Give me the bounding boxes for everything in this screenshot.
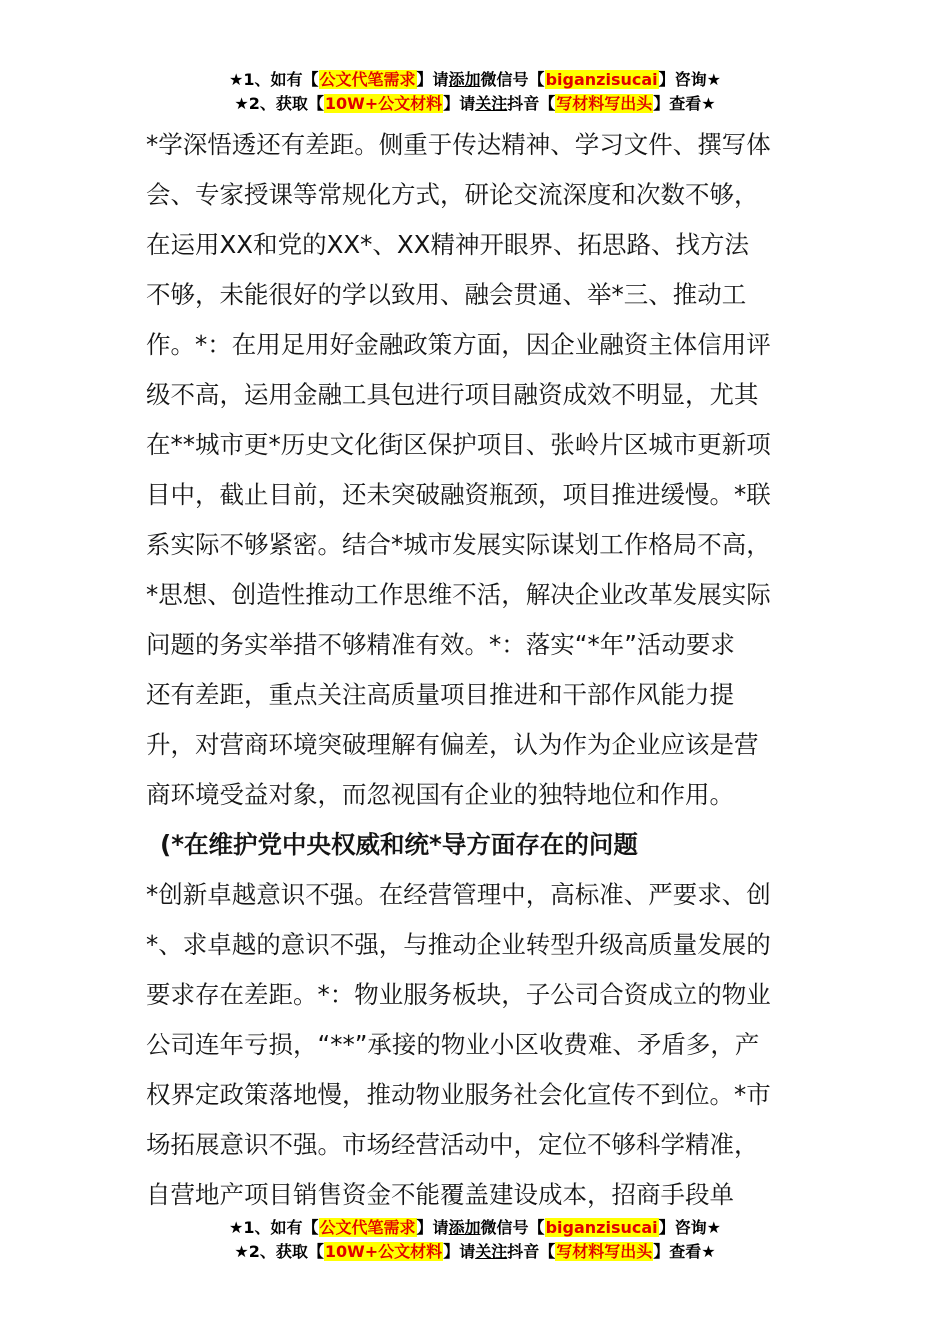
banner-text: 】查看★ bbox=[653, 1242, 716, 1261]
banner-line-1 bbox=[0, 1216, 950, 1240]
underlined-text: 关注 bbox=[475, 1242, 508, 1261]
highlight-text: 10W+公文材料 bbox=[324, 94, 443, 113]
section-heading: (*在维护党中央权威和统*导方面存在的问题 bbox=[160, 830, 638, 859]
footer-banner bbox=[0, 1216, 950, 1264]
text-line: 在**城市更*历史文化街区保护项目、张岭片区城市更新项 bbox=[146, 430, 771, 459]
banner-text: ★2、获取【 bbox=[234, 94, 324, 113]
paragraph-2 bbox=[146, 870, 806, 1220]
banner-line-2 bbox=[0, 92, 950, 116]
banner-text: 】咨询★ bbox=[658, 1218, 721, 1237]
text-line: *创新卓越意识不强。在经营管理中，高标准、严要求、创 bbox=[146, 880, 771, 909]
text-line: 要求存在差距。*：物业服务板块，子公司合资成立的物业 bbox=[146, 980, 771, 1009]
douyin-id: 写材料写出头 bbox=[556, 1242, 653, 1261]
banner-text: 】咨询★ bbox=[658, 70, 721, 89]
wechat-id: biganzisucai bbox=[545, 70, 658, 89]
banner-text: 】请 bbox=[443, 1242, 476, 1261]
paragraph-1 bbox=[146, 120, 806, 820]
text-line: 自营地产项目销售资金不能覆盖建设成本，招商手段单 bbox=[146, 1180, 734, 1209]
underlined-text: 添加 bbox=[448, 70, 481, 89]
banner-text: 抖音【 bbox=[507, 94, 556, 113]
text-line: *、求卓越的意识不强，与推动企业转型升级高质量发展的 bbox=[146, 930, 771, 959]
text-line: 会、专家授课等常规化方式，研论交流深度和次数不够， bbox=[146, 180, 759, 209]
banner-text: 】查看★ bbox=[653, 94, 716, 113]
banner-text: ★2、获取【 bbox=[234, 1242, 324, 1261]
text-line: 还有差距，重点关注高质量项目推进和干部作风能力提 bbox=[146, 680, 734, 709]
banner-text: 抖音【 bbox=[507, 1242, 556, 1261]
banner-line-2 bbox=[0, 1240, 950, 1264]
banner-text: 微信号【 bbox=[480, 70, 545, 89]
banner-text: 微信号【 bbox=[480, 1218, 545, 1237]
highlight-text: 公文代笔需求 bbox=[319, 70, 416, 89]
text-line: 升，对营商环境突破理解有偏差，认为作为企业应该是营 bbox=[146, 730, 759, 759]
text-line: 公司连年亏损，“**”承接的物业小区收费难、矛盾多，产 bbox=[146, 1030, 760, 1059]
banner-text: ★1、如有【 bbox=[229, 1218, 319, 1237]
text-line: 商环境受益对象，而忽视国有企业的独特地位和作用。 bbox=[146, 780, 734, 809]
highlight-text: 10W+公文材料 bbox=[324, 1242, 443, 1261]
text-line: 作。*：在用足用好金融政策方面，因企业融资主体信用评 bbox=[146, 330, 771, 359]
text-line: 目中，截止目前，还未突破融资瓶颈，项目推进缓慢。*联 bbox=[146, 480, 771, 509]
underlined-text: 关注 bbox=[475, 94, 508, 113]
banner-text: 】请 bbox=[416, 70, 449, 89]
banner-text: 】请 bbox=[416, 1218, 449, 1237]
text-line: 系实际不够紧密。结合*城市发展实际谋划工作格局不高， bbox=[146, 530, 771, 559]
text-line: 级不高，运用金融工具包进行项目融资成效不明显，尤其 bbox=[146, 380, 759, 409]
header-banner bbox=[0, 68, 950, 116]
underlined-text: 添加 bbox=[448, 1218, 481, 1237]
text-line: 权界定政策落地慢，推动物业服务社会化宣传不到位。*市 bbox=[146, 1080, 771, 1109]
text-line: 在运用XX和党的XX*、XX精神开眼界、拓思路、找方法 bbox=[146, 230, 749, 259]
highlight-text: 公文代笔需求 bbox=[319, 1218, 416, 1237]
text-line: 场拓展意识不强。市场经营活动中，定位不够科学精准， bbox=[146, 1130, 759, 1159]
banner-line-1 bbox=[0, 68, 950, 92]
text-line: *学深悟透还有差距。侧重于传达精神、学习文件、撰写体 bbox=[146, 130, 771, 159]
text-line: *思想、创造性推动工作思维不活，解决企业改革发展实际 bbox=[146, 580, 771, 609]
wechat-id: biganzisucai bbox=[545, 1218, 658, 1237]
text-line: 问题的务实举措不够精准有效。*：落实“*年”活动要求 bbox=[146, 630, 735, 659]
text-line: 不够，未能很好的学以致用、融会贯通、举*三、推动工 bbox=[146, 280, 747, 309]
document-body bbox=[146, 120, 806, 1220]
banner-text: ★1、如有【 bbox=[229, 70, 319, 89]
douyin-id: 写材料写出头 bbox=[556, 94, 653, 113]
banner-text: 】请 bbox=[443, 94, 476, 113]
